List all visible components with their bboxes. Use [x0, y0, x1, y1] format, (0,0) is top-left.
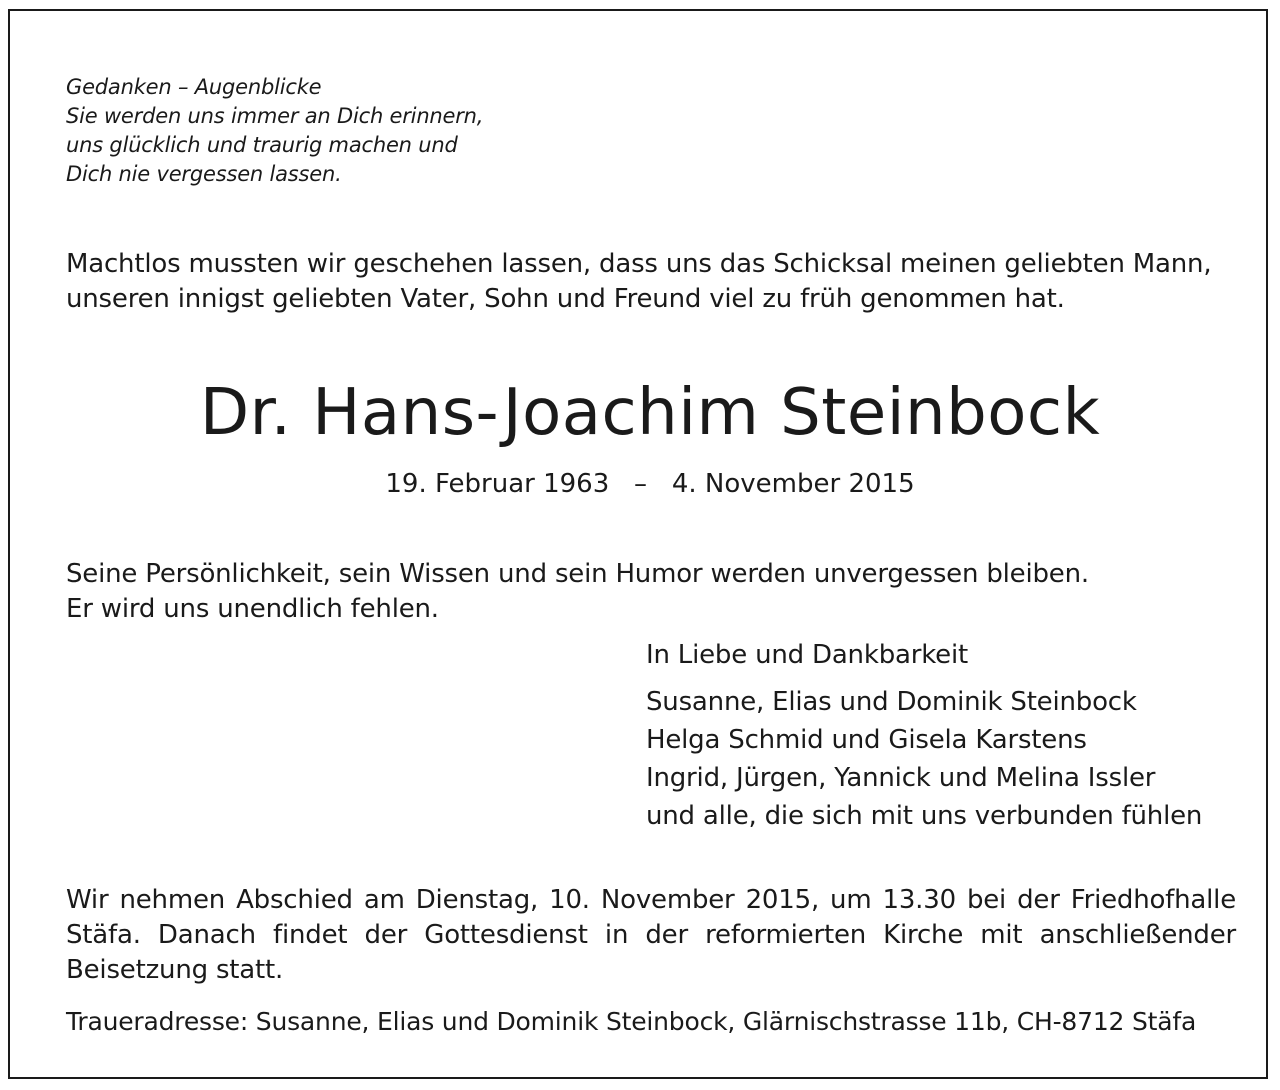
poem [66, 73, 483, 189]
intro-line: unseren innigst geliebten Vater, Sohn und Freund viel zu früh genommen hat. [66, 284, 1065, 314]
mourner-line: Susanne, Elias und Dominik Steinbock [646, 687, 1137, 717]
intro-paragraph [66, 247, 1238, 317]
poem-line: uns glücklich und traurig machen und [66, 133, 458, 157]
farewell-line: Stäfa. Danach findet der Gottesdienst in der reformierten Kirche mit anschließender [66, 920, 1236, 950]
mourner-line: Ingrid, Jürgen, Yannick und Melina Issler [646, 763, 1156, 793]
closing-phrase: In Liebe und Dankbarkeit [646, 640, 968, 670]
life-dates: 19. Februar 1963 – 4. November 2015 [385, 469, 915, 499]
tribute-line: Er wird uns unendlich fehlen. [66, 594, 439, 624]
farewell-line: Beisetzung statt. [66, 955, 284, 985]
deceased-name: Dr. Hans-Joachim Steinbock [199, 376, 1101, 450]
poem-line: Sie werden uns immer an Dich erinnern, [66, 104, 484, 128]
obituary-notice [8, 9, 1268, 1079]
poem-line: Dich nie vergessen lassen. [66, 162, 342, 186]
tribute-line: Seine Persönlichkeit, sein Wissen und sein Humor werden unvergessen bleiben. [66, 559, 1089, 589]
signature-block [646, 637, 1202, 835]
mourning-address: Traueradresse: Susanne, Elias und Dominik Steinbock, Glärnischstrasse 11b, CH-8712 Stäfa [66, 1007, 1197, 1036]
farewell-paragraph [66, 883, 1236, 988]
farewell-line: Wir nehmen Abschied am Dienstag, 10. November 2015, um 13.30 bei der Friedhofhalle [66, 885, 1236, 915]
mourner-line: Helga Schmid und Gisela Karstens [646, 725, 1087, 755]
intro-line: Machtlos mussten wir geschehen lassen, dass uns das Schicksal meinen geliebten Mann, [66, 249, 1212, 279]
mourner-line: und alle, die sich mit uns verbunden fühlen [646, 801, 1203, 831]
poem-line: Gedanken – Augenblicke [66, 75, 322, 99]
tribute-paragraph [66, 557, 1089, 627]
